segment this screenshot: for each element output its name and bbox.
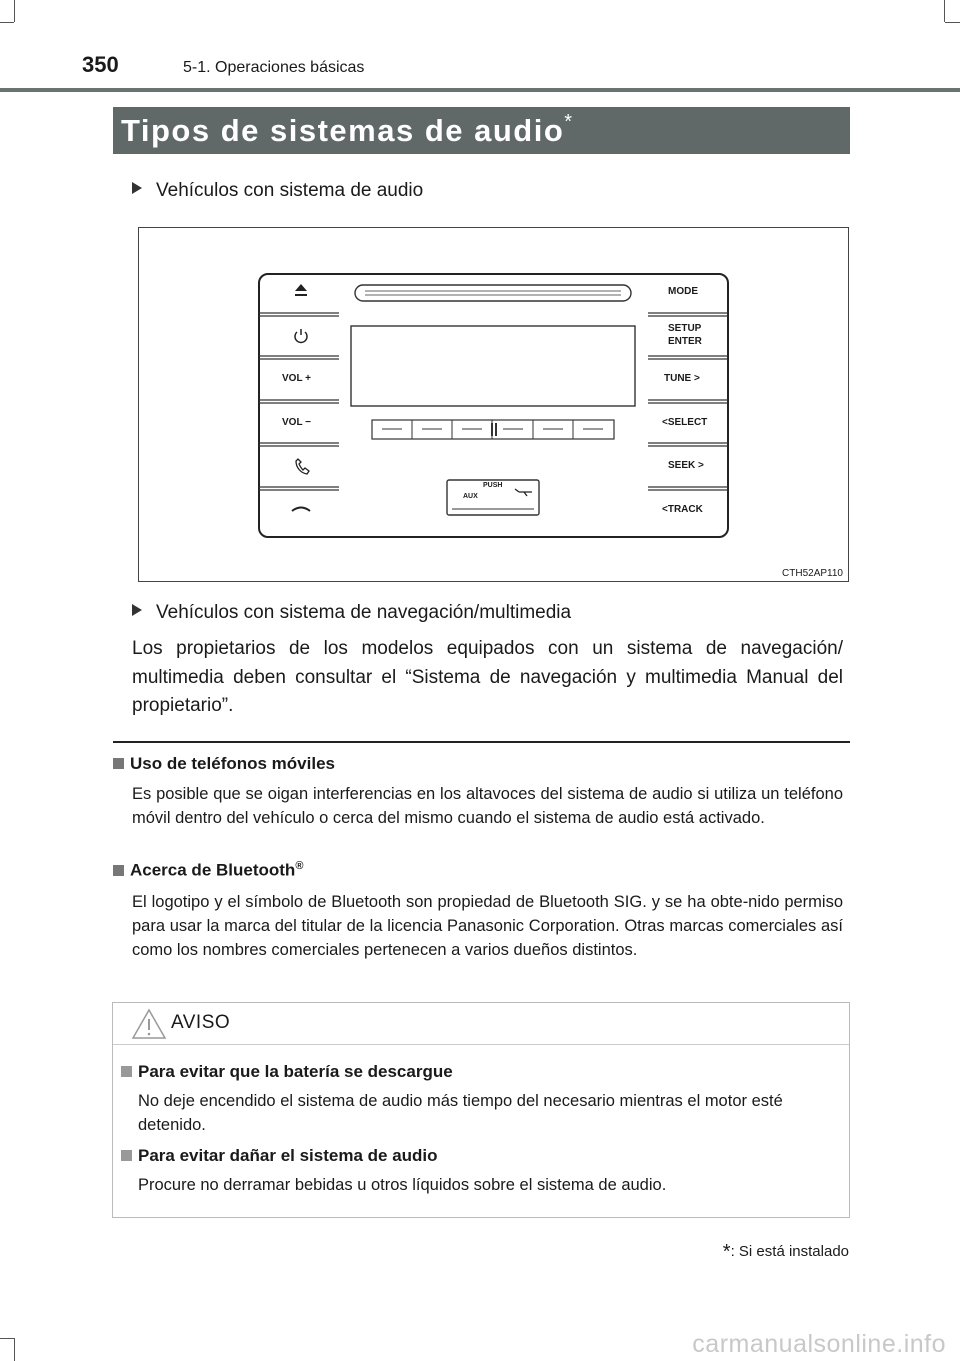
square-bullet-icon bbox=[113, 865, 124, 876]
vol-minus-label: VOL − bbox=[282, 417, 311, 428]
audio-unit-illustration bbox=[139, 228, 848, 581]
seek-label: SEEK > bbox=[668, 460, 704, 471]
track-label: <TRACK bbox=[662, 504, 703, 515]
nav-vehicles-label: Vehículos con sistema de navegación/multimedia bbox=[156, 602, 572, 623]
watermark: carmanualsonline.info bbox=[692, 1330, 946, 1358]
triangle-bullet-icon bbox=[132, 604, 142, 616]
aviso-header bbox=[113, 1003, 849, 1045]
crop-mark bbox=[0, 22, 14, 23]
footnote bbox=[723, 1241, 849, 1264]
nav-vehicles-bullet bbox=[132, 602, 571, 624]
audio-vehicles-bullet bbox=[132, 180, 423, 202]
footnote-asterisk: * bbox=[722, 1241, 731, 1263]
aviso-label: AVISO bbox=[171, 1012, 231, 1033]
section-title-bar bbox=[113, 107, 850, 154]
square-bullet-icon bbox=[121, 1066, 132, 1077]
section-body-bluetooth: El logotipo y el símbolo de Bluetooth son propiedad de Bluetooth SIG. y se ha obte-nido permiso para usar la marca del titular de la licencia Panasonic Corporation. Otras marcas comerciales así como los nombres comerciales pertenecen a varios dueños distintos. bbox=[132, 893, 843, 959]
aviso-box bbox=[112, 1002, 850, 1218]
tune-label: TUNE > bbox=[664, 373, 700, 384]
section-title: Tipos de sistemas de audio bbox=[121, 113, 565, 148]
warning-triangle-icon bbox=[131, 1008, 167, 1040]
square-bullet-icon bbox=[121, 1150, 132, 1161]
footnote-text: : Si está instalado bbox=[730, 1243, 849, 1260]
aviso-body-battery: No deje encendido el sistema de audio más tiempo del necesario mientras el motor esté detenido. bbox=[138, 1092, 783, 1134]
crop-mark bbox=[14, 0, 15, 22]
crop-mark bbox=[14, 1338, 15, 1361]
aviso-heading-damage: Para evitar dañar el sistema de audio bbox=[121, 1146, 438, 1166]
figure-code: CTH52AP110 bbox=[782, 568, 843, 579]
setup-label: SETUP bbox=[668, 323, 702, 334]
section-body-phones: Es posible que se oigan interferencias en los altavoces del sistema de audio si utiliza un teléfono móvil dentro del vehículo o cerca del mismo cuando el sistema de audio está activado. bbox=[132, 785, 843, 827]
square-bullet-icon bbox=[113, 758, 124, 769]
aviso-heading-battery: Para evitar que la batería se descargue bbox=[121, 1062, 453, 1082]
triangle-bullet-icon bbox=[132, 182, 142, 194]
crop-mark bbox=[0, 1338, 14, 1339]
push-label: PUSH bbox=[483, 482, 503, 489]
chapter-title: 5-1. Operaciones básicas bbox=[183, 59, 365, 76]
aux-label: AUX bbox=[463, 493, 478, 500]
section-heading-bluetooth: Acerca de Bluetooth® bbox=[113, 860, 303, 881]
enter-label: ENTER bbox=[668, 336, 702, 347]
crop-mark bbox=[945, 22, 960, 23]
crop-mark bbox=[944, 0, 945, 22]
section-divider bbox=[113, 741, 850, 743]
installed-asterisk: * bbox=[564, 111, 573, 133]
page-number: 350 bbox=[82, 52, 119, 77]
section-heading-phones: Uso de teléfonos móviles bbox=[113, 754, 335, 774]
nav-paragraph: Los propietarios de los modelos equipados con un sistema de navegación/ multimedia deben consultar el “Sistema de navegación y multimedia Manual del propietario”. bbox=[132, 638, 843, 716]
mode-label: MODE bbox=[668, 286, 698, 297]
select-label: <SELECT bbox=[662, 417, 708, 428]
vol-plus-label: VOL + bbox=[282, 373, 311, 384]
header-rule bbox=[0, 88, 960, 92]
aviso-body-damage: Procure no derramar bebidas u otros líquidos sobre el sistema de audio. bbox=[138, 1176, 667, 1194]
audio-vehicles-label: Vehículos con sistema de audio bbox=[156, 180, 424, 201]
audio-unit-figure bbox=[138, 227, 849, 582]
